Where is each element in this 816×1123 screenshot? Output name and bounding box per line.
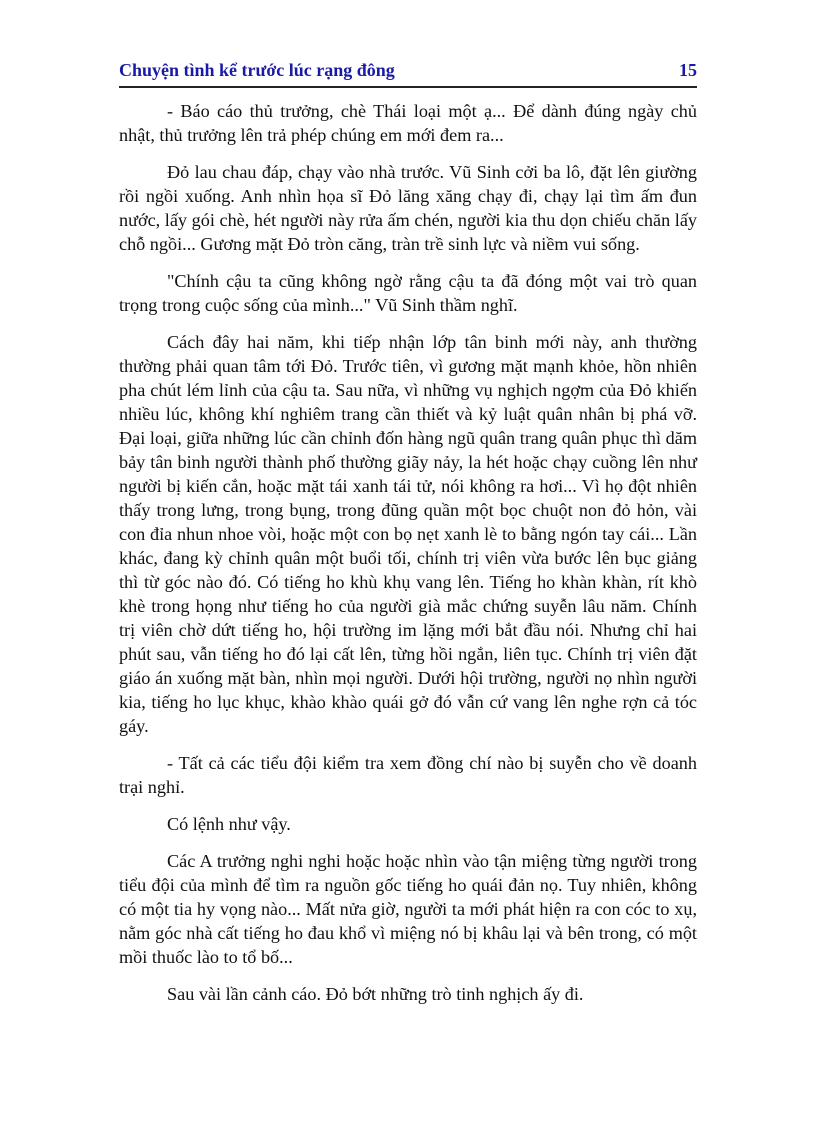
paragraph: Các A trưởng nghi nghi hoặc hoặc nhìn vào tận miệng từng người trong tiểu đội của mình để tìm ra nguồn gốc tiếng ho quái đản nọ. Tuy nhiên, không có một tia hy vọng nào... Mất nửa giờ, người ta mới phát hiện ra con cóc to xụ, nằm góc nhà cất tiếng ho đau khổ vì miệng nó bị khâu lại và bên trong, có một mồi thuốc lào to tổ bố...: [119, 851, 697, 967]
paragraph: Cách đây hai năm, khi tiếp nhận lớp tân binh mới này, anh thường thường phải quan tâm tới Đỏ. Trước tiên, vì gương mặt mạnh khỏe, hồn nhiên pha chút lém lỉnh của cậu ta. Sau nữa, vì những vụ nghịch ngợm của Đỏ khiến nhiều lúc, không khí nghiêm trang cần thiết và kỷ luật quân nhân bị phá vỡ. Đại loại, giữa những lúc cần chỉnh đốn hàng ngũ quân trang quân phục thì dăm bảy tân binh người thành phố thường giãy nảy, la hét hoặc chạy cuồng lên như người bị kiến cắn, hoặc mặt tái xanh tái tử, nói không ra hơi... Vì họ đột nhiên thấy trong lưng, trong bụng, trong đũng quần một bọc chuột non đỏ hỏn, vài con đỉa nhun nhoe vòi, hoặc một con bọ nẹt xanh lè to bằng ngón tay cái... Lần khác, đang kỳ chỉnh quân một buổi tối, chính trị viên vừa bước lên bục giảng thì từ góc nào đó. Có tiếng ho khù khụ vang lên. Tiếng ho khàn khàn, rít khò khè trong họng như tiếng ho của người già mắc chứng suyễn lâu năm. Chính trị viên chờ dứt tiếng ho, hội trường im lặng mới bắt đầu nói. Nhưng chỉ hai phút sau, vẫn tiếng ho đó lại cất lên, từng hồi ngắn, liên tục. Chính trị viên đặt giáo án xuống mặt bàn, nhìn mọi người. Dưới hội trường, người nọ nhìn người kia, tiếng ho lục khục, khào khào quái gở đó vẫn cứ vang lên nghe rợn cả tóc gáy.: [119, 332, 697, 736]
header-title: Chuyện tình kể trước lúc rạng đông: [119, 60, 395, 80]
paragraph: - Tất cả các tiểu đội kiểm tra xem đồng chí nào bị suyễn cho về doanh trại nghỉ.: [119, 753, 697, 797]
paragraph: Đỏ lau chau đáp, chạy vào nhà trước. Vũ Sinh cởi ba lô, đặt lên giường rồi ngồi xuống. Anh nhìn họa sĩ Đỏ lăng xăng chạy đi, chạy lại tìm ấm đun nước, lấy gói chè, hét người này rửa ấm chén, người kia thu dọn chiếu chăn lấy chỗ ngồi... Gương mặt Đỏ tròn căng, tràn trề sinh lực và niềm vui sống.: [119, 162, 697, 254]
paragraph: Sau vài lần cảnh cáo. Đỏ bớt những trò tinh nghịch ấy đi.: [167, 984, 584, 1004]
paragraph: Có lệnh như vậy.: [167, 814, 291, 834]
running-header: [119, 60, 697, 88]
paragraph: - Báo cáo thủ trưởng, chè Thái loại một ạ... Để dành đúng ngày chủ nhật, thủ trưởng lên trả phép chúng em mới đem ra...: [119, 101, 697, 145]
body-text: [119, 99, 697, 1019]
paragraph: "Chính cậu ta cũng không ngờ rằng cậu ta đã đóng một vai trò quan trọng trong cuộc sống của mình..." Vũ Sinh thầm nghĩ.: [119, 271, 697, 315]
page-number: 15: [679, 60, 697, 80]
